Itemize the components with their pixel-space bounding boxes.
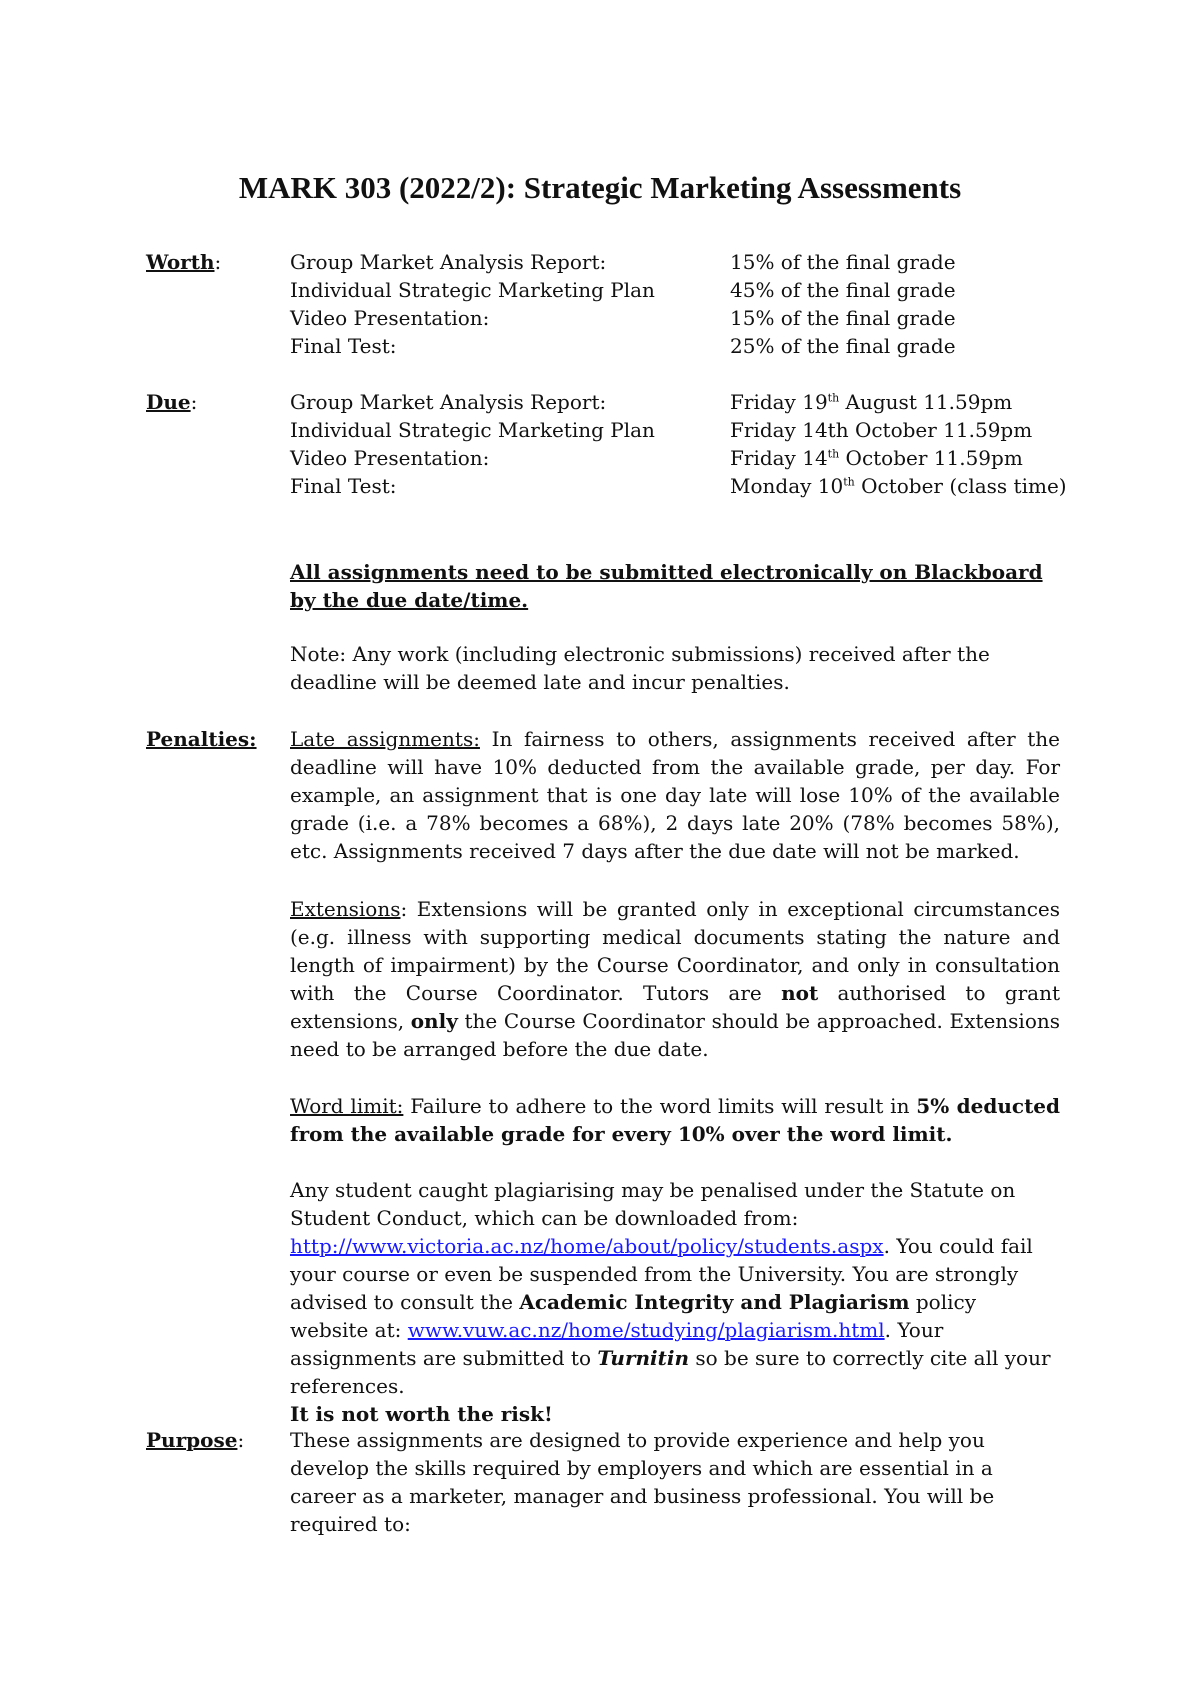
worth-item-name: Individual Strategic Marketing Plan: [290, 278, 655, 302]
purpose-text: These assignments are designed to provide experience and help you develop the skills required by employers and which are essential in a career as a marketer, manager and business professional. You will be required to:: [290, 1428, 995, 1536]
late-assignments-text: In fairness to others, assignments received after the deadline will have 10% deducted from the available grade, per day. For example, an assignment that is one day late will lose 10% of the available grade (i.e. a 78% becomes a 68%), 2 days late 20% (78% becomes 58%), etc. Assignments received 7 days after the due date will not be marked.: [290, 727, 1060, 863]
purpose-colon: :: [237, 1428, 245, 1452]
purpose-label: Purpose: [146, 1428, 238, 1452]
worth-item-name: Group Market Analysis Report:: [290, 250, 607, 274]
plagiarism-paragraph: [290, 1176, 1060, 1428]
due-date-suffix: th: [843, 475, 855, 489]
extensions-text: : Extensions will be granted only in exceptional circumstances (e.g. illness with supporting medical documents stating the nature and length of impairment) by the Course Coordinator, and only in consultation with the Course Coordinator. Tutors are: [290, 897, 1060, 1005]
academic-integrity-bold: Academic Integrity and Plagiarism: [519, 1290, 910, 1314]
worth-colon: :: [214, 250, 222, 274]
plagiarism-text: . You could fail your course or even be suspended from the University. You are strongly advised to consult the: [290, 1234, 1033, 1314]
worth-label-wrap: [146, 250, 221, 274]
extensions-text: authorised to grant extensions,: [290, 981, 1060, 1033]
penalties-label: Penalties:: [146, 727, 257, 751]
late-assignments-paragraph: [290, 725, 1060, 865]
worth-items: [290, 248, 655, 360]
worth-item-value: 45% of the final grade: [730, 278, 956, 302]
late-note: Note: Any work (including electronic submissions) received after the deadline will be deemed late and incur penalties.: [290, 642, 990, 694]
due-item-name: Individual Strategic Marketing Plan: [290, 418, 655, 442]
due-date-suffix: th: [827, 447, 840, 461]
extensions-paragraph: [290, 895, 1060, 1063]
turnitin-bold-italic: Turnitin: [597, 1346, 690, 1370]
worth-item-name: Video Presentation:: [290, 306, 490, 330]
word-limit-text: Failure to adhere to the word limits will result in: [403, 1094, 917, 1118]
plagiarism-text: policy website at:: [290, 1290, 977, 1342]
due-date-main: Friday 14th October 11.59pm: [730, 418, 1033, 442]
due-date-rest: October 11.59pm: [839, 446, 1023, 470]
due-date-main: Monday 10: [730, 474, 844, 498]
page-title: MARK 303 (2022/2): Strategic Marketing Assessments: [238, 170, 962, 205]
due-item-date: [730, 472, 1067, 500]
due-label-wrap: [146, 390, 197, 414]
due-date-main: Friday 19: [730, 390, 828, 414]
purpose-label-wrap: [146, 1428, 244, 1452]
word-limit-heading: Word limit:: [290, 1094, 404, 1118]
worth-item-value: 15% of the final grade: [730, 306, 956, 330]
due-date-rest: August 11.59pm: [839, 390, 1013, 414]
worth-item-name: Final Test:: [290, 334, 397, 358]
extensions-bold-not: not: [781, 981, 819, 1005]
due-values: [730, 388, 1067, 500]
plagiarism-text: . Your assignments are submitted to: [290, 1318, 944, 1370]
plagiarism-text: Any student caught plagiarising may be penalised under the Statute on Student Conduct, which can be downloaded from:: [290, 1178, 1016, 1230]
word-limit-bold: 5% deducted from the available grade for every 10% over the word limit.: [290, 1094, 1061, 1146]
plagiarism-text: so be sure to correctly cite all your references.: [290, 1346, 1051, 1398]
due-item-name: Video Presentation:: [290, 446, 490, 470]
due-item-date: [730, 416, 1067, 444]
statute-link[interactable]: http://www.victoria.ac.nz/home/about/policy/students.aspx: [290, 1234, 884, 1258]
worth-values: [730, 248, 956, 360]
extensions-heading: Extensions: [290, 897, 401, 921]
due-label: Due: [146, 390, 191, 414]
due-date-main: Friday 14: [730, 446, 828, 470]
plagiarism-policy-link[interactable]: www.vuw.ac.nz/home/studying/plagiarism.html: [407, 1318, 885, 1342]
late-assignments-heading: Late assignments:: [290, 727, 480, 751]
not-worth-risk: It is not worth the risk!: [290, 1402, 553, 1426]
extensions-bold-only: only: [410, 1009, 458, 1033]
worth-item-value: 15% of the final grade: [730, 250, 956, 274]
due-date-rest: October (class time): [854, 474, 1067, 498]
due-items: [290, 388, 655, 500]
worth-label: Worth: [146, 250, 215, 274]
word-limit-paragraph: [290, 1092, 1060, 1148]
due-item-date: [730, 388, 1067, 416]
due-colon: :: [190, 390, 198, 414]
due-date-suffix: th: [827, 391, 840, 405]
due-item-name: Group Market Analysis Report:: [290, 390, 607, 414]
extensions-text: the Course Coordinator should be approached. Extensions need to be arranged before the due date.: [290, 1009, 1060, 1061]
due-item-name: Final Test:: [290, 474, 397, 498]
submission-notice: All assignments need to be submitted electronically on Blackboard by the due date/time.: [290, 560, 1043, 612]
due-item-date: [730, 444, 1067, 472]
worth-item-value: 25% of the final grade: [730, 334, 956, 358]
